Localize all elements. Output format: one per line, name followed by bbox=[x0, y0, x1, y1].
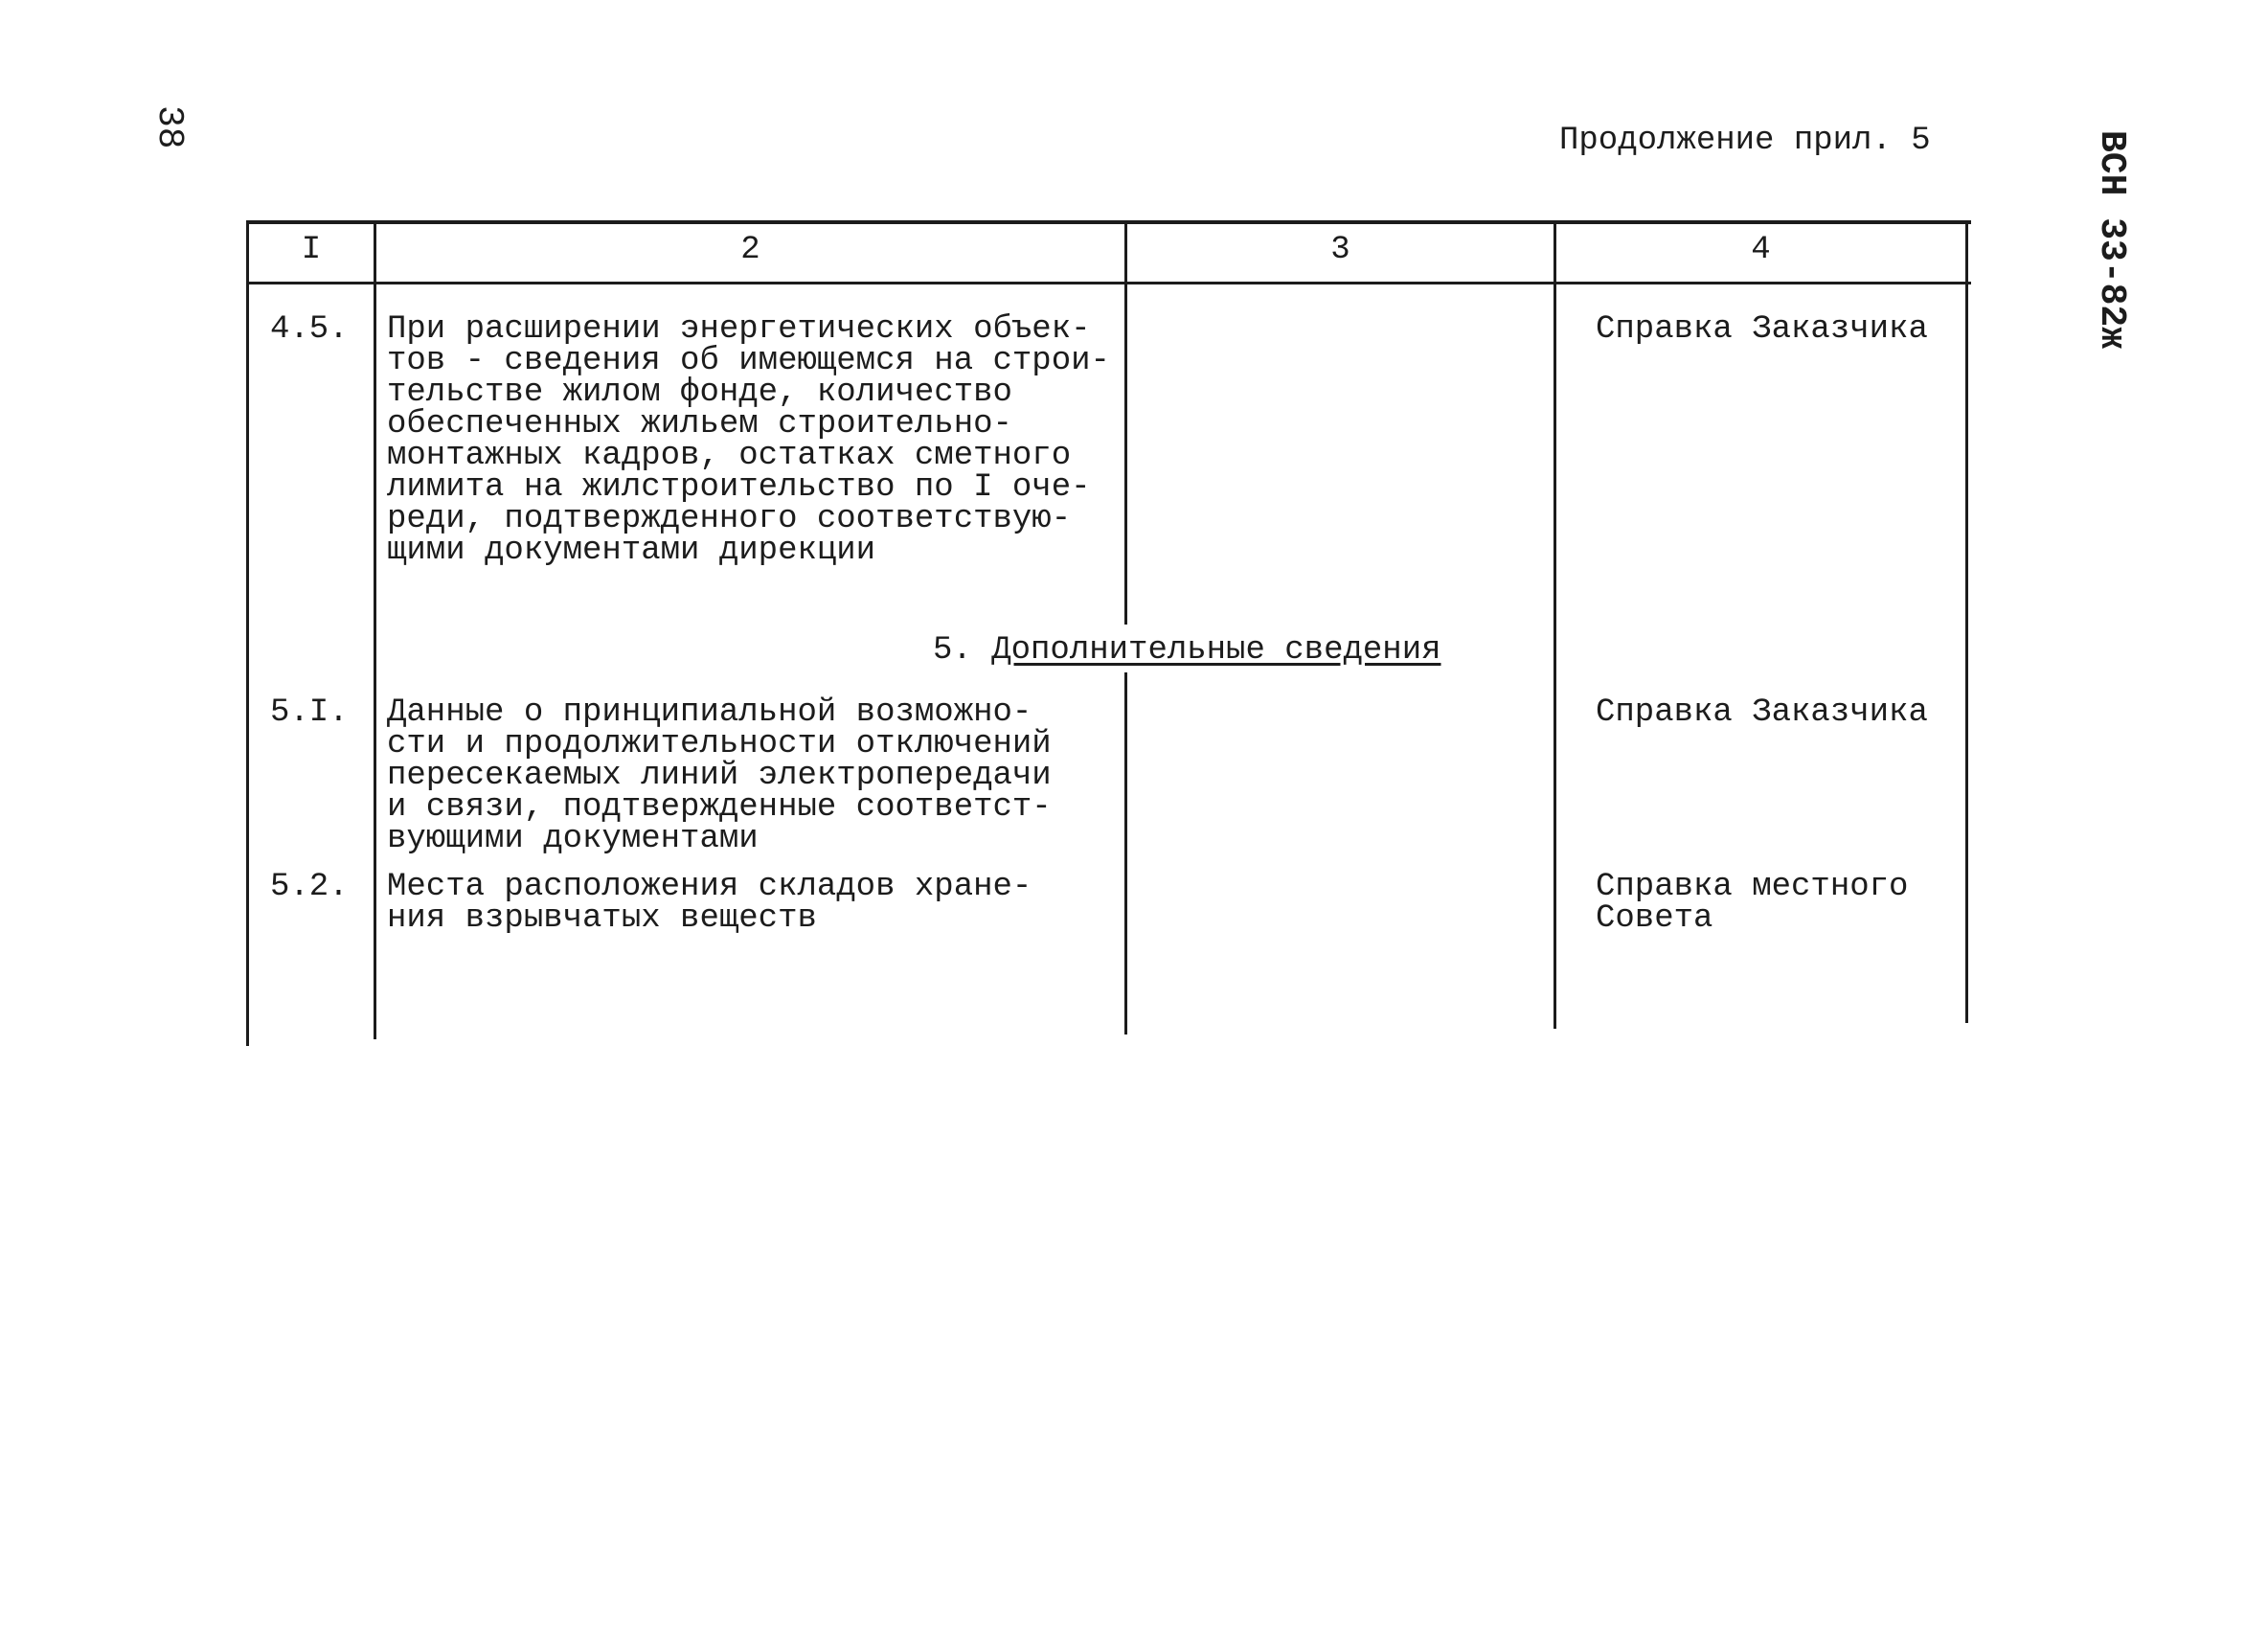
header-col-2: 2 bbox=[740, 232, 760, 268]
column-divider-1 bbox=[374, 220, 376, 1039]
row-source-5-1: Справка Заказчика bbox=[1596, 694, 1928, 731]
header-col-4: 4 bbox=[1751, 232, 1771, 268]
row-number-4-5: 4.5. bbox=[270, 311, 349, 348]
header-bottom-border bbox=[247, 282, 1971, 284]
header-col-3: 3 bbox=[1330, 232, 1350, 268]
row-source-5-2: Справка местного Совета bbox=[1596, 869, 1909, 937]
document-code: ВСН 33-82ж bbox=[2091, 130, 2132, 350]
page-number: 38 bbox=[148, 105, 190, 149]
section-heading bbox=[933, 632, 1441, 669]
continuation-label: Продолжение прил. 5 bbox=[1559, 123, 1931, 159]
header-col-1: I bbox=[301, 232, 322, 268]
column-divider-2a bbox=[1124, 220, 1127, 625]
row-text-5-1: Данные о принципиальной возможно- сти и продолжительности отключений пересекаемых линий электропередачи и связи, подтвержденные соответст- вующими документами bbox=[387, 694, 1052, 857]
row-text-4-5: При расширении энергетических объек- тов - сведения об имеющемся на строи- тельстве жилом фонде, количество обеспеченных жильем строительно- монтажных кадров, остатках сметного лимита на жилстроительство по I оче- реди, подтвержденного соответствую- щими документами дирекции bbox=[387, 311, 1110, 569]
column-divider-2b bbox=[1124, 672, 1127, 1034]
row-number-5-2: 5.2. bbox=[270, 869, 349, 905]
row-source-4-5: Справка Заказчика bbox=[1596, 311, 1928, 348]
table-top-border bbox=[247, 220, 1971, 224]
row-number-5-1: 5.I. bbox=[270, 694, 349, 731]
column-divider-3 bbox=[1554, 220, 1556, 1029]
row-text-5-2: Места расположения складов хране- ния взрывчатых веществ bbox=[387, 869, 1032, 937]
section-number: 5. bbox=[933, 632, 972, 669]
table-left-border bbox=[246, 220, 249, 1046]
section-title: Дополнительные сведения bbox=[991, 632, 1441, 669]
table-right-border bbox=[1965, 220, 1968, 1023]
